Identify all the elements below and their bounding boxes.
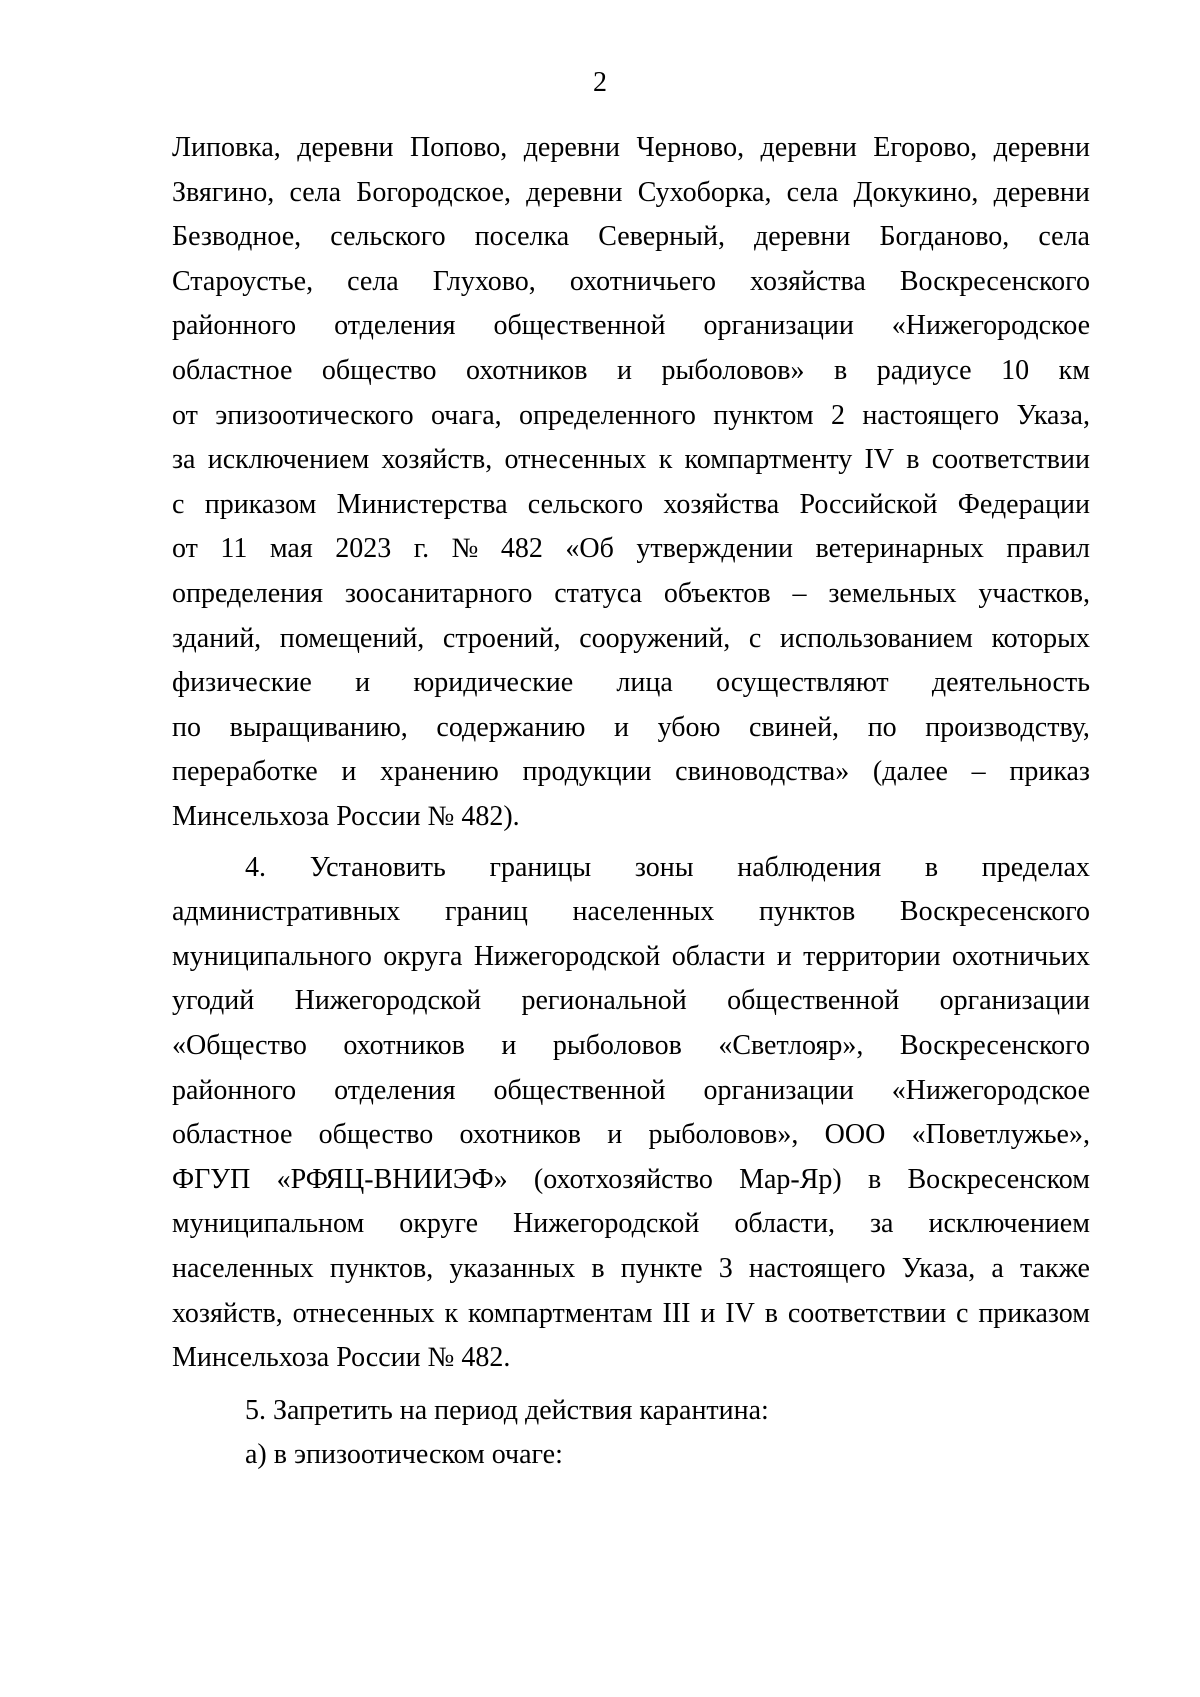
word: «Нижегородское [891, 1074, 1090, 1106]
word: свиней, [749, 711, 840, 743]
word: отнесенных [504, 444, 647, 476]
word: зоосанитарного [344, 578, 533, 609]
text-line [245, 1435, 1090, 1475]
word: участков, [978, 578, 1090, 609]
word: и [617, 355, 633, 386]
word: Воскресенского [899, 1030, 1090, 1061]
word: Липовка, [172, 132, 281, 163]
word: пределах [981, 851, 1090, 883]
word: и [700, 1297, 716, 1329]
word: Воскресенского [899, 896, 1090, 928]
word: в [591, 1253, 605, 1284]
word: очаге: [491, 1439, 563, 1471]
word: России [336, 801, 421, 832]
word: поселка [474, 221, 570, 253]
word: 3 [718, 1253, 733, 1284]
word: III [662, 1297, 691, 1329]
word: (охотхозяйство [533, 1163, 713, 1195]
word: по [867, 711, 897, 743]
word: убою [657, 711, 721, 743]
word: организации [939, 985, 1090, 1017]
word: мая [269, 533, 313, 565]
text-line [245, 848, 1090, 888]
word: статуса [554, 578, 643, 609]
word: Богородское, [356, 176, 511, 208]
word: деревни [526, 176, 623, 208]
text-line [172, 351, 1090, 391]
word: региональной [521, 985, 687, 1017]
word: деревни [760, 132, 857, 163]
text-line [172, 128, 1090, 168]
word: Воскресенском [907, 1163, 1090, 1195]
word: административных [172, 896, 401, 928]
word: пунктов, [329, 1253, 434, 1284]
word: рыболовов» [661, 355, 805, 386]
word: общество [321, 355, 437, 386]
word: зоны [634, 851, 694, 883]
word: и [614, 711, 629, 743]
word: деревни [993, 176, 1090, 208]
word: и [607, 1119, 623, 1151]
word: в [273, 1439, 287, 1471]
word: сельского [330, 221, 446, 253]
word: Богданово, [879, 221, 1010, 253]
word: пункте [620, 1253, 703, 1284]
word: Егорово, [873, 132, 978, 163]
word: Воскресенского [899, 265, 1090, 297]
page-number: 2 [593, 67, 607, 98]
text-line [172, 262, 1090, 302]
word: угодий [172, 985, 255, 1017]
word: очага, [430, 399, 502, 431]
text-line [172, 892, 1090, 932]
word: хозяйства [750, 265, 866, 297]
word: № [427, 1342, 455, 1374]
word: по [172, 711, 201, 743]
word: охотников [459, 1119, 581, 1151]
word: исключением [207, 444, 370, 476]
word: и [341, 756, 357, 788]
word: муниципального [172, 940, 372, 972]
word: карантина: [639, 1394, 769, 1426]
word: районного [172, 310, 297, 342]
word: свиноводства» [675, 756, 850, 788]
word: юридические [413, 667, 574, 699]
word: определенного [519, 399, 696, 431]
text-line [172, 485, 1090, 525]
text-line [172, 752, 1090, 792]
word: к [658, 444, 673, 476]
word: физические [172, 667, 312, 699]
word: «Общество [172, 1030, 307, 1061]
word: а) [245, 1439, 267, 1471]
word: сооружений, [579, 622, 731, 654]
word: «РФЯЦ-ВНИИЭФ» [276, 1163, 508, 1195]
word: Безводное, [172, 221, 302, 253]
word: населенных [572, 896, 715, 928]
word: округе [399, 1208, 478, 1240]
word: объектов [663, 578, 771, 609]
word: соответствии [787, 1297, 947, 1329]
text-line [172, 797, 1090, 837]
text-line [172, 217, 1090, 257]
word: Указа, [1016, 399, 1090, 431]
word: «Светлояр», [718, 1030, 864, 1061]
word: Северный, [598, 221, 725, 253]
word: № [451, 533, 479, 565]
word: с [955, 1297, 969, 1329]
word: настоящего [862, 399, 1000, 431]
word: также [1019, 1253, 1090, 1284]
word: ООО [824, 1119, 886, 1151]
word: зданий, [172, 622, 262, 654]
word: границы [489, 851, 592, 883]
word: Министерства [336, 488, 508, 520]
word: округа [383, 940, 463, 972]
text-line [172, 440, 1090, 480]
word: содержанию [436, 711, 586, 743]
word: «Поветлужье», [911, 1119, 1090, 1151]
word: настоящего [748, 1253, 886, 1284]
word: наблюдения [737, 851, 882, 883]
word: Установить [309, 851, 446, 883]
text-line [172, 1115, 1090, 1155]
word: приказом [978, 1297, 1090, 1329]
word: пунктов [758, 896, 856, 928]
word: 2023 [335, 533, 392, 565]
word: 482 [500, 533, 543, 565]
word: определения [172, 578, 323, 609]
word: Глухово, [432, 265, 536, 297]
word: хранению [380, 756, 499, 788]
word: деревни [754, 221, 851, 253]
word: Нижегородской [294, 985, 482, 1017]
word: с [172, 488, 185, 520]
word: – [971, 756, 986, 788]
word: области, [734, 1208, 836, 1240]
word: границ [444, 896, 528, 928]
word: сельского [527, 488, 644, 520]
word: производству, [925, 711, 1090, 743]
word: г. [413, 533, 430, 565]
word: Запретить [273, 1394, 393, 1426]
word: пунктом [713, 399, 814, 431]
text-line [172, 1160, 1090, 1200]
word: земельных [828, 578, 957, 609]
word: и [776, 940, 792, 972]
word: населенных [172, 1253, 314, 1284]
text-line [172, 1294, 1090, 1334]
word: хозяйств, [381, 444, 493, 476]
word: общество [318, 1119, 434, 1151]
word: осуществляют [716, 667, 889, 699]
word: общественной [493, 310, 666, 342]
word: указанных [449, 1253, 576, 1284]
word: организации [703, 310, 854, 342]
word: областное [172, 355, 293, 386]
word: деревни [523, 132, 620, 163]
word: Минсельхоза [172, 801, 330, 832]
text-line [172, 1026, 1090, 1066]
word: 10 [1001, 355, 1030, 386]
word: Нижегородской [473, 940, 661, 972]
word: Российской [799, 488, 938, 520]
word: приказом [204, 488, 317, 520]
text-line [172, 1249, 1090, 1289]
word: хозяйства [663, 488, 780, 520]
word: от [172, 399, 198, 431]
word: строений, [442, 622, 561, 654]
word: эпизоотическом [294, 1439, 485, 1471]
word: приказ [1009, 756, 1090, 788]
word: правил [1006, 533, 1090, 565]
word: 4. [245, 851, 266, 883]
word: радиусе [876, 355, 972, 386]
word: охотничьего [569, 265, 716, 297]
text-line [245, 1391, 1090, 1431]
text-line [172, 529, 1090, 569]
word: районного [172, 1074, 297, 1106]
word: села [786, 176, 839, 208]
word: компартментам [468, 1297, 653, 1329]
text-line [172, 981, 1090, 1021]
text-line [172, 574, 1090, 614]
word: охотников [466, 355, 588, 386]
word: общественной [727, 985, 900, 1017]
word: в [924, 851, 939, 883]
word: переработке [172, 756, 318, 788]
word: и [501, 1030, 517, 1061]
word: за [870, 1208, 894, 1240]
word: в [906, 444, 920, 476]
word: организации [703, 1074, 854, 1106]
text-line [172, 663, 1090, 703]
word: «Нижегородское [891, 310, 1090, 342]
word: отнесенных [292, 1297, 435, 1329]
text-line [172, 937, 1090, 977]
word: продукции [522, 756, 652, 788]
word: и [355, 667, 371, 699]
text-line [172, 1338, 1090, 1378]
word: выращиванию, [229, 711, 408, 743]
word: деятельность [931, 667, 1090, 699]
word: IV [864, 444, 894, 476]
word: общественной [493, 1074, 666, 1106]
word: действия [525, 1394, 633, 1426]
word: рыболовов [552, 1030, 682, 1061]
word: период [434, 1394, 518, 1426]
word: деревни [297, 132, 394, 163]
word: Черново, [636, 132, 745, 163]
word: ФГУП [172, 1163, 251, 1195]
word: эпизоотического [215, 399, 414, 431]
word: Указа, [901, 1253, 976, 1284]
word: с [748, 622, 762, 654]
word: Сухоборка, [637, 176, 772, 208]
word: 2 [830, 399, 845, 431]
word: исключением [928, 1208, 1090, 1240]
word: за [172, 444, 196, 476]
word: отделения [334, 1074, 456, 1106]
word: деревни [993, 132, 1090, 163]
word: России [336, 1342, 421, 1374]
word: села [347, 265, 399, 297]
text-line [172, 173, 1090, 213]
word: 482. [461, 1342, 511, 1374]
word: утверждении [636, 533, 794, 565]
word: Звягино, [172, 176, 275, 208]
word: рыболовов», [648, 1119, 799, 1151]
word: которых [991, 622, 1090, 654]
word: «Об [565, 533, 614, 565]
word: в [868, 1163, 882, 1195]
word: ветеринарных [815, 533, 984, 565]
text-line [172, 1204, 1090, 1244]
word: в [764, 1297, 778, 1329]
text-line [172, 1071, 1090, 1111]
word: Докукино, [853, 176, 979, 208]
word: Минсельхоза [172, 1342, 330, 1374]
word: территории [803, 940, 941, 972]
word: использованием [779, 622, 973, 654]
word: 482). [461, 801, 520, 832]
word: помещений, [279, 622, 425, 654]
word: от [172, 533, 198, 565]
word: IV [725, 1297, 755, 1329]
word: областное [172, 1119, 293, 1151]
word: а [991, 1253, 1004, 1284]
word: компартменту [684, 444, 853, 476]
text-line [172, 708, 1090, 748]
word: Мар-Яр) [739, 1163, 842, 1195]
text-line [172, 306, 1090, 346]
word: Нижегородской [512, 1208, 700, 1240]
word: охотничьих [952, 940, 1090, 972]
word: села [1038, 221, 1090, 253]
word: Староустье, [172, 265, 314, 297]
word: Попово, [410, 132, 508, 163]
word: соответствии [931, 444, 1090, 476]
word: села [289, 176, 342, 208]
word: – [792, 578, 807, 609]
text-line [172, 619, 1090, 659]
word: (далее [872, 756, 948, 788]
word: лица [616, 667, 673, 699]
word: в [833, 355, 848, 386]
word: охотников [343, 1030, 465, 1061]
word: хозяйств, [172, 1297, 283, 1329]
word: Федерации [957, 488, 1090, 520]
word: 11 [220, 533, 248, 565]
word: км [1058, 355, 1090, 386]
word: 5. [245, 1394, 266, 1426]
word: отделения [334, 310, 456, 342]
word: муниципальном [172, 1208, 365, 1240]
word: № [427, 801, 455, 832]
word: на [399, 1394, 428, 1426]
word: области [671, 940, 766, 972]
word: к [444, 1297, 459, 1329]
text-line [172, 396, 1090, 436]
